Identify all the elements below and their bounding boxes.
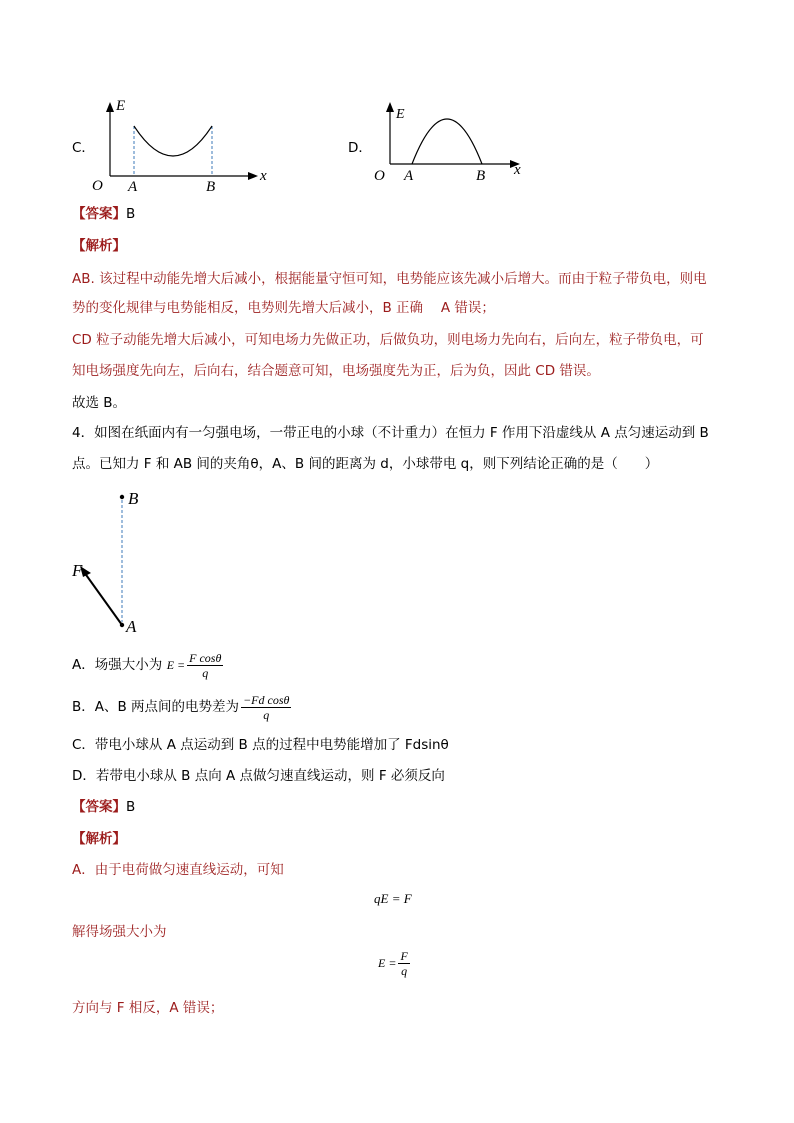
fraction: $\frac{\text{−Fd cosθ}}{q}$ <box>243 692 290 722</box>
q4-stem-line: 4．如图在纸面内有一匀强电场，一带正电的小球（不计重力）在恒力 F 作用下沿虚线从 A 点匀速运动到 B <box>72 425 709 441</box>
label-e: E <box>396 107 405 122</box>
fraction: $\frac{\text{F cosθ}}{q}$ <box>189 650 222 680</box>
label-b: B <box>128 489 139 508</box>
curve-u <box>134 126 212 156</box>
q4-option-c: C．带电小球从 A 点运动到 B 点的过程中电势能增加了 Fdsinθ <box>72 737 449 753</box>
label-b: B <box>206 179 216 192</box>
x-arrow <box>248 172 258 180</box>
point-b <box>120 495 124 499</box>
q3-answer <box>72 204 135 224</box>
q3-analysis-line: AB. 该过程中动能先增大后减小，根据能量守恒可知，电势能应该先减小后增大。而由于粒子带负电，则电 <box>72 271 707 287</box>
fraction: $\frac{F}{q}$ <box>400 948 408 978</box>
y-arrow <box>386 102 394 112</box>
equation-e-f-over-q: E = $\frac{F}{q}$ <box>378 948 408 978</box>
y-arrow <box>106 102 114 112</box>
q4-option-b: B．A、B 两点间的电势差为 $\frac{\text{−Fd cosθ}}{q}$ <box>72 692 290 722</box>
q4-answer <box>72 797 135 817</box>
label-x: x <box>514 162 521 178</box>
label-x: x <box>260 168 267 184</box>
q4-option-d: D．若带电小球从 B 点向 A 点做匀速直线运动，则 F 必须反向 <box>72 768 445 784</box>
label-b: B <box>476 168 486 184</box>
option-d-label: D． <box>348 140 372 156</box>
q4-analysis-line: A．由于电荷做匀速直线运动，可知 <box>72 862 284 878</box>
q4-option-a: A．场强大小为 E = $\frac{\text{F cosθ}}{q}$ <box>72 650 222 680</box>
answer-value: B <box>126 799 136 815</box>
answer-label: 【答案】 <box>72 799 126 815</box>
q3-analysis-line: 知电场强度先向左，后向右，结合题意可知，电场强度先为正，后为负，因此 CD 错误。 <box>72 363 600 379</box>
graph-c <box>88 96 268 192</box>
q4-stem-line: 点。已知力 F 和 AB 间的夹角θ，A、B 间的距离为 d，小球带电 q，则下列结论正确的是（ ） <box>72 456 659 472</box>
q4-analysis-line: 解得场强大小为 <box>72 924 167 940</box>
answer-value: B <box>126 206 136 222</box>
q3-conclusion: 故选 B。 <box>72 395 127 411</box>
label-f: F <box>72 561 83 580</box>
label-o: O <box>92 178 103 192</box>
option-c-label: C． <box>72 140 95 156</box>
label-a: A <box>404 168 414 184</box>
answer-label: 【答案】 <box>72 206 126 222</box>
label-o: O <box>374 168 385 184</box>
label-e: E <box>116 98 126 114</box>
equation-qe-f: qE = F <box>374 891 412 906</box>
curve-arch <box>412 119 482 164</box>
q3-analysis-line: 势的变化规律与电势能相反，电势则先增大后减小，B 正确 A 错误； <box>72 300 495 316</box>
force-arrow-shaft <box>84 572 122 625</box>
label-a: A <box>126 617 137 636</box>
q4-figure <box>68 484 168 640</box>
graph-d <box>370 96 530 186</box>
q3-analysis-label: 【解析】 <box>72 238 126 254</box>
q4-analysis-line: 方向与 F 相反，A 错误； <box>72 1000 224 1016</box>
q4-analysis-label: 【解析】 <box>72 831 126 847</box>
q3-analysis-line: CD 粒子动能先增大后减小，可知电场力先做正功，后做负功，则电场力先向右，后向左，粒子带负电，可 <box>72 332 704 348</box>
label-a: A <box>128 179 138 192</box>
